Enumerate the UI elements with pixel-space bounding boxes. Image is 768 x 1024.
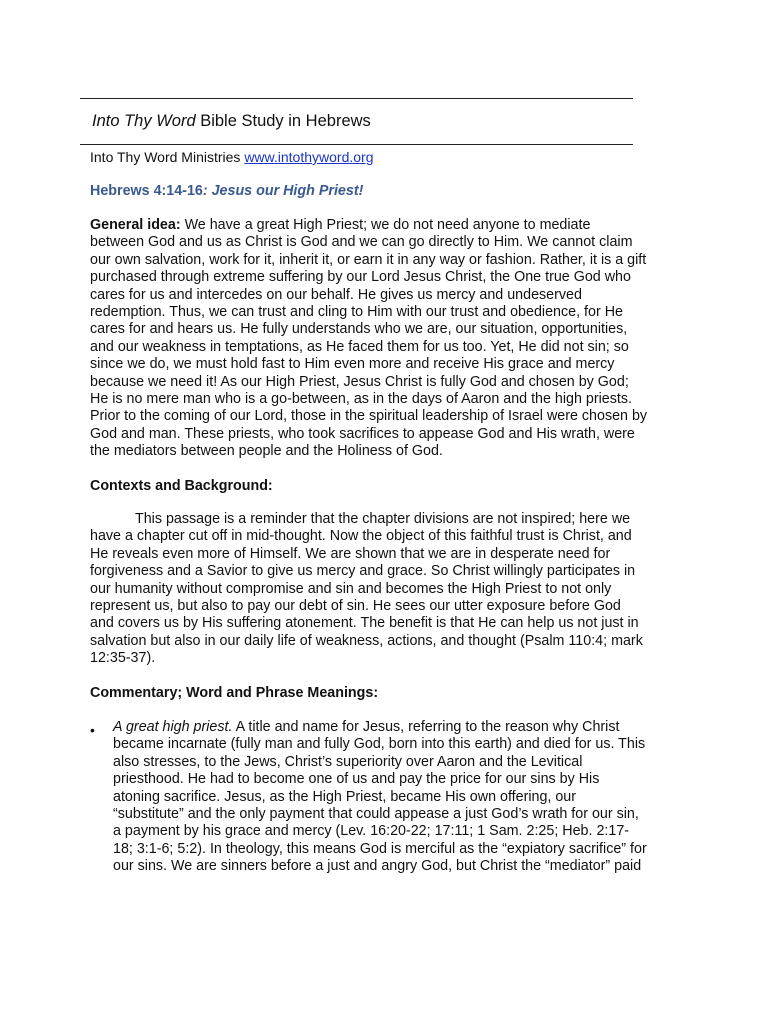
paragraph-line: priesthood. He had to become one of us and pay the price for our sins by His [113,771,600,788]
ministry-website-link[interactable]: www.intothyword.org [244,149,374,165]
paragraph-line: and covers us by His suffering atonement. The benefit is that He can help us not just in [90,615,639,632]
paragraph-line: purchased through extreme suffering by our Lord Jesus Christ, the One true God who [90,269,631,286]
paragraph-line: our humanity without compromise and sin and becomes the High Priest to not only [90,580,612,597]
passage-heading [90,182,363,200]
passage-subtitle: : Jesus our High Priest! [202,183,364,199]
commentary-heading: Commentary; Word and Phrase Meanings: [90,685,379,701]
ministry-line [90,148,373,166]
paragraph-line: He reveals even more of Himself. We are shown that we are in desperate need for [90,545,611,562]
contexts-paragraph [90,511,690,668]
header-bottom-rule [80,144,633,145]
paragraph-line: 12:35-37). [90,650,156,667]
paragraph-line: our sins. We are sinners before a just and angry God, but Christ the “mediator” paid [113,858,642,875]
paragraph-line: a payment by his grace and mercy (Lev. 16:20-22; 17:11; 1 Sam. 2:25; Heb. 2:17- [113,823,630,840]
paragraph-line: atoning sacrifice. Jesus, as the High Priest, became His own offering, our [113,788,577,805]
paragraph-line: He is no mere man who is a go-between, as in the days of Aaron and the high priests. [90,391,633,408]
paragraph-line: between God and us as Christ is God and we can go directly to Him. We cannot claim [90,234,633,251]
paragraph-line: redemption. Thus, we can trust and cling to Him with our trust and obedience, for He [90,304,623,321]
paragraph-line: This passage is a reminder that the chapter divisions are not inspired; here we [135,511,631,527]
ministry-name: Into Thy Word Ministries [90,149,245,165]
document-title [92,110,371,132]
paragraph-line: God and man. These priests, who took sacrifices to appease God and His wrath, were [90,425,635,442]
paragraph-line: A great high priest. A title and name for Jesus, referring to the reason why Christ [113,719,620,735]
paragraph-line: because we need it! As our High Priest, Jesus Christ is fully God and chosen by God; [90,373,629,390]
paragraph-line: “substitute” and the only payment that could appease a just God’s wrath for our sin, [113,806,639,823]
paragraph-line: became incarnate (fully man and fully God, born into this earth) and died for us. This [113,736,646,753]
bullet-icon: • [90,722,95,738]
paragraph-line: Prior to the coming of our Lord, those in the spiritual leadership of Israel were chosen by [90,408,648,425]
paragraph-line: represent us, but also to pay our debt of sin. He sees our utter exposure before God [90,598,621,615]
paragraph-line: the mediators between people and the Holiness of God. [90,443,443,460]
general-idea-label: General idea: [90,217,181,233]
paragraph-line: since we do, we must hold fast to Him even more and receive His grace and mercy [90,356,615,373]
commentary-term: A great high priest. [113,719,233,735]
general-idea-paragraph [90,217,690,461]
contexts-heading: Contexts and Background: [90,478,273,494]
commentary-bullet-item [113,719,683,876]
paragraph-line: also stresses, to the Jews, Christ’s superiority over Aaron and the Levitical [113,753,583,770]
header-top-rule [80,98,633,99]
paragraph-line: forgiveness and a Savior to give us mercy and grace. So Christ willingly participates in [90,563,636,580]
document-title-italic: Into Thy Word [92,112,196,130]
passage-reference: Hebrews 4:14-16 [90,183,203,199]
paragraph-line: our own salvation, work for it, inherit it, or earn it in any way or fashion. Rather, it is a gift [90,251,647,268]
paragraph-line: 18; 3:1-6; 5:2). In theology, this means God is merciful as the “expiatory sacrifice” for [113,840,647,857]
paragraph-line: salvation but also in our daily life of weakness, actions, and thought (Psalm 110:4; mark [90,632,643,649]
paragraph-line: have a chapter cut off in mid-thought. Now the object of this faithful trust is Christ, and [90,528,632,545]
paragraph-line: cares for and hears us. He fully understands who we are, our situation, opportunities, [90,321,628,338]
paragraph-line: General idea: We have a great High Priest; we do not need anyone to mediate [90,217,591,233]
paragraph-line: and our weakness in temptations, as He faced them for us too. Yet, He did not sin; so [90,338,629,355]
paragraph-line: cares for us and intercedes on our behalf. He gives us mercy and undeserved [90,286,582,303]
document-title-rest: Bible Study in Hebrews [195,112,371,130]
